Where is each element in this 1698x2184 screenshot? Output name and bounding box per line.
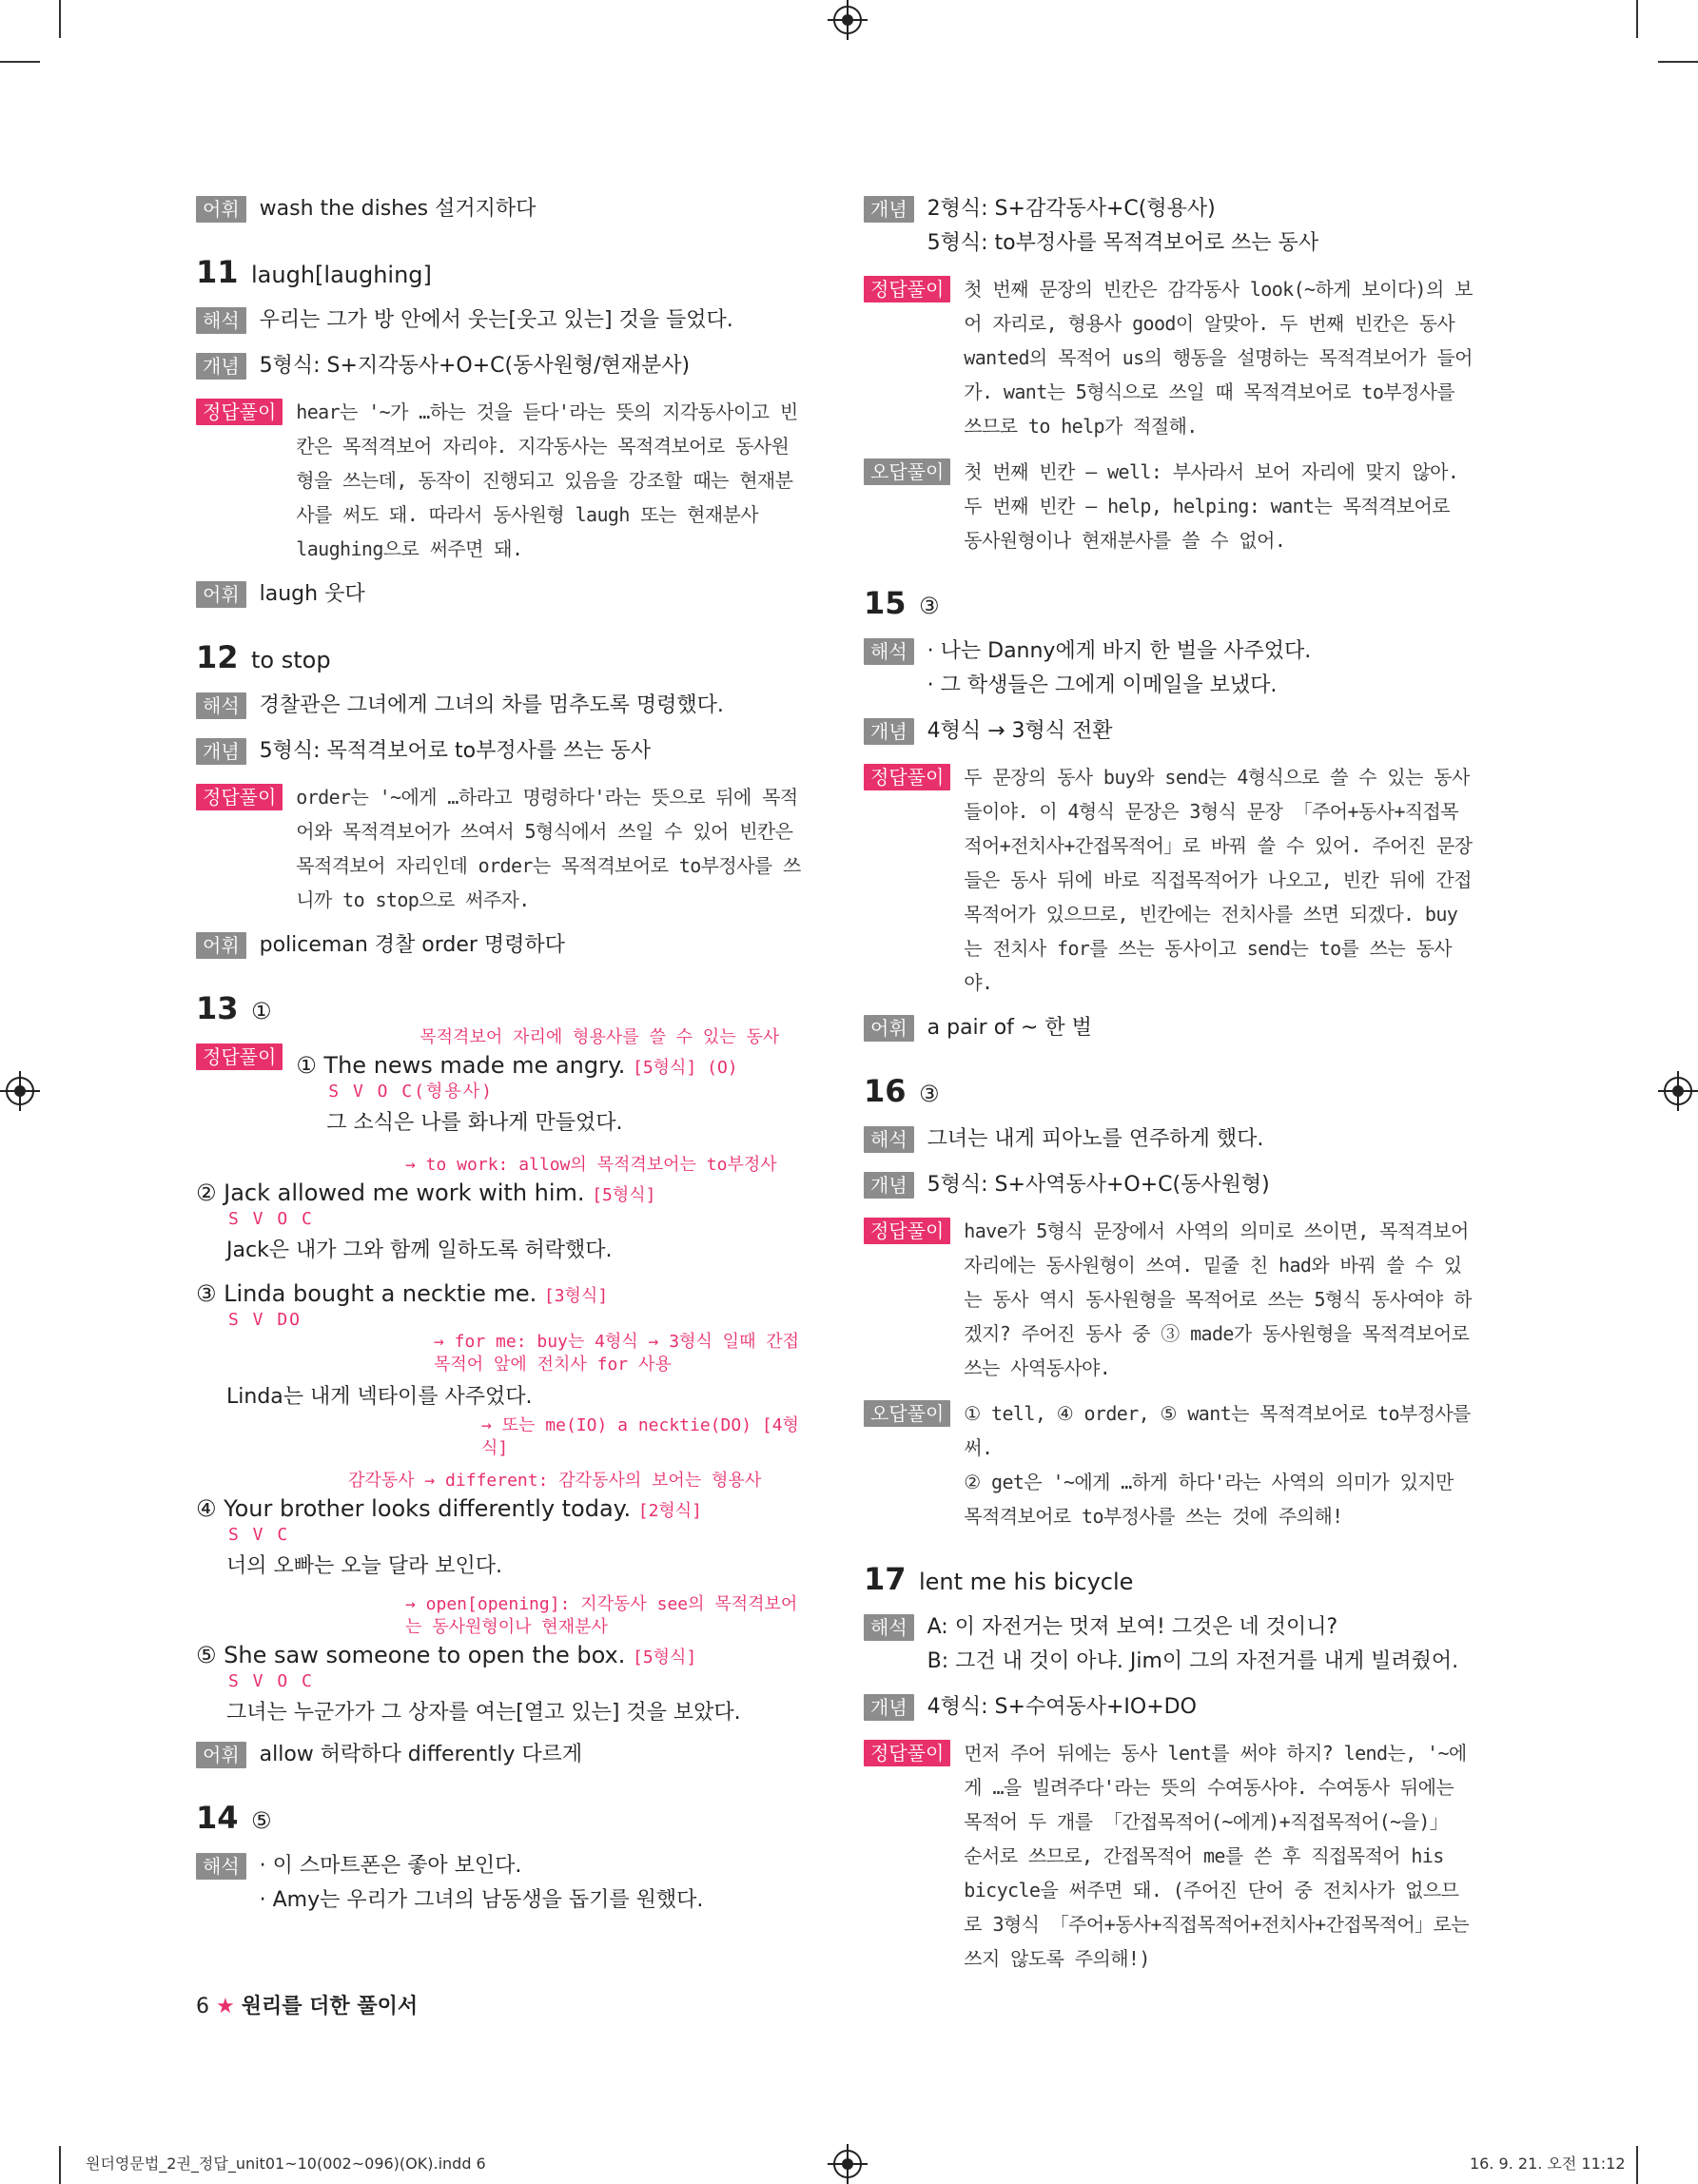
gaenyeom-text: 5형식: S+지각동사+O+C(동사원형/현재분사) — [259, 354, 691, 378]
gaenyeom-row — [196, 734, 805, 769]
book-title: 원리를 더한 풀이서 — [241, 1995, 419, 2018]
haesuk-line: B: 그건 내 것이 아냐. Jim이 그의 자전거를 내게 빌려줬어. — [927, 1649, 1459, 1673]
question-answer: to stop — [251, 647, 331, 673]
haesuk-line: · 나는 Danny에게 바지 한 벌을 사주었다. — [927, 639, 1312, 663]
registration-mark-icon — [833, 6, 862, 34]
solution-tag: 정답풀이 — [196, 784, 283, 810]
form-mark: [5형식] (O) — [633, 1058, 738, 1078]
solution-row — [864, 272, 1473, 443]
wrong-answer-tag: 오답풀이 — [864, 458, 950, 485]
translation: 그녀는 누군가가 그 상자를 여는[열고 있는] 것을 보았다. — [226, 1701, 741, 1725]
example-3 — [196, 1277, 805, 1460]
crop-mark — [59, 0, 61, 38]
example-2 — [196, 1154, 805, 1268]
question-number: 17 — [864, 1561, 907, 1597]
annotation: → open[opening]: 지각동사 see의 목적격보어는 동사원형이나 현재분사 — [405, 1594, 798, 1637]
vocab-tag: 어휘 — [196, 932, 246, 959]
haesuk-line: A: 이 자전거는 멋져 보여! 그것은 네 것이니? — [927, 1615, 1338, 1639]
solution-tag: 정답풀이 — [864, 276, 950, 302]
example-sentence: ② Jack allowed me work with him. [5형식] — [196, 1180, 656, 1206]
wrong-answer-tag: 오답풀이 — [864, 1400, 950, 1427]
form-mark: [2형식] — [637, 1501, 703, 1521]
form-mark: [5형식] — [633, 1648, 697, 1667]
vocab-tag: 어휘 — [196, 1742, 246, 1768]
solution-text: hear는 '~가 …하는 것을 듣다'라는 뜻의 지각동사이고 빈칸은 목적격보어 자리야. 지각동사는 목적격보어로 동사원형을 쓰는데, 동작이 진행되고 있음을 강조할 때는 현재분사를 써도 돼. 따라서 동사원형 laugh 또는 현재분사 laughing으로 써주면 돼. — [296, 400, 798, 560]
gaenyeom-tag: 개념 — [196, 738, 246, 765]
question-17-header — [864, 1562, 1473, 1599]
haesuk-tag: 해석 — [864, 638, 914, 665]
vocab-text: wash the dishes 설거지하다 — [259, 197, 537, 221]
solution-tag: 정답풀이 — [864, 764, 950, 790]
form-mark: [5형식] — [592, 1185, 656, 1205]
annotation: → 또는 me(IO) a necktie(DO) [4형식] — [481, 1415, 799, 1458]
vocab-text: policeman 경찰 order 명령하다 — [259, 933, 565, 957]
solution-text: order는 '~에게 …하라고 명령하다'라는 뜻으로 뒤에 목적어와 목적격보어가 쓰여서 5형식에서 쓰일 수 있어 빈칸은 목적격보어 자리인데 order는 목적격보어로 to부정사를 쓰니까 to stop으로 써주자. — [296, 786, 801, 911]
gaenyeom-text: 5형식: S+사역동사+O+C(동사원형) — [927, 1173, 1270, 1197]
crop-mark — [0, 61, 40, 63]
question-12-header — [196, 640, 805, 677]
slug-filename: 원더영문법_2권_정답_unit01~10(002~096)(OK).indd 6 — [86, 2155, 486, 2173]
gaenyeom-row — [196, 349, 805, 383]
haesuk-row — [864, 1122, 1473, 1157]
question-13-header — [196, 991, 805, 1028]
haesuk-tag: 해석 — [196, 1853, 246, 1880]
question-answer: ③ — [919, 593, 940, 619]
gaenyeom-tag: 개념 — [864, 1172, 914, 1199]
wrong-answer-line: ① tell, ④ order, ⑤ want는 목적격보어로 to부정사를 써. — [964, 1402, 1471, 1459]
translation: Jack은 내가 그와 함께 일하도록 허락했다. — [226, 1238, 613, 1262]
gaenyeom-row — [864, 1690, 1473, 1725]
crop-mark — [59, 2146, 61, 2184]
question-number: 13 — [196, 990, 239, 1026]
gaenyeom-tag: 개념 — [864, 1694, 914, 1721]
vocab-tag: 어휘 — [196, 581, 246, 608]
vocab-tag: 어휘 — [196, 196, 246, 223]
solution-tag: 정답풀이 — [864, 1740, 950, 1766]
crop-mark — [1658, 61, 1698, 63]
haesuk-text: 우리는 그가 방 안에서 웃는[웃고 있는] 것을 들었다. — [259, 308, 733, 332]
registration-mark-icon — [6, 1077, 34, 1105]
solution-text: 첫 번째 문장의 빈칸은 감각동사 look(~하게 보이다)의 보어 자리로, 형용사 good이 알맞아. 두 번째 빈칸은 동사 wanted의 목적어 us의 행동을 설명하는 목적격보어가 들어가. want는 5형식으로 쓰일 때 목적격보어로 to부정사를 쓰므로 to help가 적절해. — [964, 278, 1473, 438]
solution-row — [864, 1214, 1473, 1385]
gaenyeom-text: 4형식: S+수여동사+IO+DO — [927, 1695, 1197, 1719]
question-15-header — [864, 586, 1473, 623]
page-number: 6 — [196, 1995, 209, 2018]
haesuk-row — [196, 689, 805, 723]
question-11-header — [196, 255, 805, 292]
gaenyeom-text: 5형식: 목적격보어로 to부정사를 쓰는 동사 — [259, 739, 652, 763]
haesuk-row — [196, 303, 805, 338]
solution-row — [196, 1027, 805, 1144]
haesuk-line: · Amy는 우리가 그녀의 남동생을 돕기를 원했다. — [259, 1888, 704, 1912]
solution-text: have가 5형식 문장에서 사역의 의미로 쓰이면, 목적격보어 자리에는 동사원형이 쓰여. 밑줄 친 had와 바꿔 쓸 수 있는 동사 역시 동사원형을 목적어로 쓰는 5형식 동사여야 하겠지? 주어진 동사 중 ③ made가 동사원형을 목적격보어로 쓰는 사역동사야. — [964, 1219, 1472, 1379]
example-sentence: ⑤ She saw someone to open the box. [5형식] — [196, 1642, 697, 1668]
solution-row — [864, 1736, 1473, 1976]
question-number: 16 — [864, 1073, 907, 1109]
question-number: 14 — [196, 1800, 239, 1836]
solution-row — [864, 760, 1473, 1000]
wrong-answer-row — [864, 1396, 1473, 1533]
gaenyeom-tag: 개념 — [864, 196, 914, 223]
example-1 — [296, 1027, 805, 1144]
sentence-parts: S V O C(형용사) — [328, 1082, 494, 1102]
vocab-row — [196, 192, 805, 226]
vocab-row — [864, 1011, 1473, 1045]
gaenyeom-row — [864, 192, 1473, 261]
haesuk-row — [196, 1849, 805, 1918]
crop-mark — [1636, 2146, 1638, 2184]
question-14-header — [196, 1801, 805, 1838]
haesuk-text: 경찰관은 그녀에게 그녀의 차를 멈추도록 명령했다. — [259, 693, 724, 717]
gaenyeom-tag: 개념 — [864, 718, 914, 745]
registration-mark-icon — [1664, 1077, 1692, 1105]
example-sentence: ① The news made me angry. [5형식] (O) — [296, 1052, 738, 1079]
gaenyeom-row — [864, 714, 1473, 749]
page-footer — [196, 1990, 418, 2019]
question-number: 15 — [864, 585, 907, 621]
haesuk-tag: 해석 — [864, 1126, 914, 1153]
form-mark: [3형식] — [543, 1286, 609, 1306]
crop-mark — [1636, 0, 1638, 38]
annotation: 목적격보어 자리에 형용사를 쓸 수 있는 동사 — [420, 1027, 780, 1047]
annotation: → to work: allow의 목적격보어는 to부정사 — [405, 1155, 777, 1175]
wrong-answer-text: 첫 번째 빈칸 – well: 부사라서 보어 자리에 맞지 않아. 두 번째 빈칸 – help, helping: want는 목적격보어로 동사원형이나 현재분사를 쓸 수 없어. — [964, 460, 1459, 552]
example-4 — [196, 1470, 805, 1584]
haesuk-row — [864, 634, 1473, 703]
gaenyeom-line: 5형식: to부정사를 목적격보어로 쓰는 동사 — [927, 231, 1319, 255]
sentence-parts: S V C — [228, 1525, 290, 1545]
example-sentence: ③ Linda bought a necktie me. [3형식] — [196, 1280, 609, 1307]
vocab-text: allow 허락하다 differently 다르게 — [259, 1743, 583, 1766]
gaenyeom-line: 2형식: S+감각동사+C(형용사) — [927, 197, 1216, 221]
annotation: 감각동사 → different: 감각동사의 보어는 형용사 — [348, 1471, 762, 1491]
solution-row — [196, 395, 805, 566]
annotation: → for me: buy는 4형식 → 3형식 일때 간접목적어 앞에 전치사 for 사용 — [434, 1332, 800, 1375]
solution-text: 먼저 주어 뒤에는 동사 lent를 써야 하지? lend는, '~에게 …을 빌려주다'라는 뜻의 수여동사야. 수여동사 뒤에는 목적어 두 개를 「간접목적어(~에게)+직접목적어(~을)」 순서로 쓰므로, 간접목적어 me를 쓴 후 직접목적어 his bicycle을 써주면 돼. (주어진 단어 중 전치사가 없으므로 3형식 「주어+동사+직접목적어+전치사+간접목적어」로는 쓰지 않도록 주의해!) — [964, 1742, 1470, 1970]
vocab-row — [196, 577, 805, 612]
question-number: 12 — [196, 639, 239, 675]
haesuk-tag: 해석 — [196, 692, 246, 719]
question-number: 11 — [196, 254, 239, 290]
wrong-answer-row — [864, 455, 1473, 557]
translation: 그 소식은 나를 화나게 만들었다. — [326, 1111, 623, 1135]
gaenyeom-text: 4형식 → 3형식 전환 — [927, 719, 1113, 743]
haesuk-tag: 해석 — [864, 1614, 914, 1641]
solution-row — [196, 780, 805, 917]
question-16-header — [864, 1074, 1473, 1111]
left-column — [196, 192, 805, 1929]
haesuk-row — [864, 1610, 1473, 1679]
solution-tag: 정답풀이 — [196, 1043, 283, 1070]
slug-date: 16. 9. 21. 오전 11:12 — [1470, 2155, 1626, 2173]
vocab-text: laugh 웃다 — [259, 582, 365, 606]
sentence-parts: S V O C — [228, 1209, 314, 1229]
registration-mark-icon — [833, 2150, 862, 2178]
question-answer: ③ — [919, 1081, 940, 1107]
vocab-row — [196, 928, 805, 963]
solution-text: 두 문장의 동사 buy와 send는 4형식으로 쓸 수 있는 동사들이야. 이 4형식 문장은 3형식 문장 「주어+동사+직접목적어+전치사+간접목적어」로 바꿔 쓸 수 있어. 주어진 문장들은 동사 뒤에 바로 직접목적어가 나오고, 빈칸 뒤에 간접목적어가 있으므로, 빈칸에는 전치사를 쓰면 되겠다. buy는 전치사 for를 쓰는 동사이고 send는 to를 쓰는 동사야. — [964, 766, 1473, 994]
example-sentence: ④ Your brother looks differently today. [2형식] — [196, 1495, 703, 1522]
haesuk-line: · 이 스마트폰은 좋아 보인다. — [259, 1854, 522, 1878]
translation: Linda는 내게 넥타이를 사주었다. — [226, 1385, 533, 1409]
example-5 — [196, 1593, 805, 1730]
haesuk-text: 그녀는 내게 피아노를 연주하게 했다. — [927, 1127, 1264, 1151]
wrong-answer-line: ② get은 '~에게 …하게 하다'라는 사역의 의미가 있지만 목적격보어로 to부정사를 쓰는 것에 주의해! — [964, 1471, 1454, 1528]
sentence-parts: S V DO — [228, 1310, 303, 1330]
solution-tag: 정답풀이 — [864, 1218, 950, 1244]
haesuk-tag: 해석 — [196, 307, 246, 334]
vocab-tag: 어휘 — [864, 1015, 914, 1042]
star-icon: ★ — [216, 1995, 235, 2018]
question-answer: lent me his bicycle — [919, 1569, 1134, 1595]
haesuk-line: · 그 학생들은 그에게 이메일을 보냈다. — [927, 673, 1278, 697]
right-column — [864, 192, 1473, 1987]
question-answer: laugh[laughing] — [251, 262, 432, 288]
solution-tag: 정답풀이 — [196, 399, 283, 425]
vocab-row — [196, 1738, 805, 1772]
gaenyeom-tag: 개념 — [196, 353, 246, 380]
vocab-text: a pair of ~ 한 벌 — [927, 1016, 1092, 1040]
translation: 너의 오빠는 오늘 달라 보인다. — [226, 1554, 502, 1578]
gaenyeom-row — [864, 1168, 1473, 1202]
question-answer: ⑤ — [251, 1807, 272, 1834]
question-answer: ① — [251, 998, 272, 1024]
sentence-parts: S V O C — [228, 1671, 314, 1691]
